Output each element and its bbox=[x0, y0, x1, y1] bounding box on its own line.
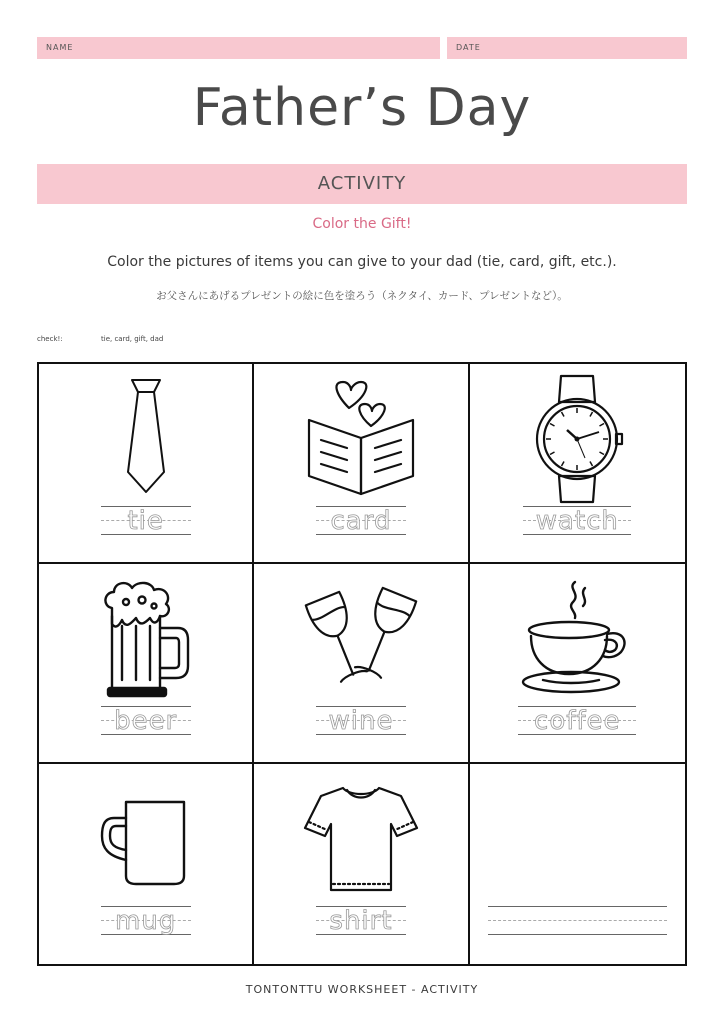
trace-word: wine bbox=[328, 706, 394, 736]
page-title: Father’s Day bbox=[192, 78, 532, 138]
coffee-cup-icon bbox=[519, 578, 635, 696]
cell-mug[interactable] bbox=[39, 764, 254, 964]
trace-word: watch bbox=[535, 506, 619, 536]
trace-word: coffee bbox=[534, 706, 621, 736]
trace-word: beer bbox=[114, 706, 178, 736]
trace-word: mug bbox=[115, 906, 177, 936]
trace-word: card bbox=[330, 506, 392, 536]
date-label: DATE bbox=[456, 43, 481, 52]
activity-banner bbox=[37, 164, 687, 204]
cell-watch[interactable] bbox=[470, 364, 685, 564]
trace-word-box bbox=[518, 704, 636, 738]
necktie-icon bbox=[116, 376, 176, 496]
trace-word-box bbox=[101, 504, 191, 538]
mug-icon bbox=[98, 796, 194, 890]
t-shirt-icon bbox=[301, 782, 421, 894]
subtitle: Color the Gift! bbox=[312, 216, 412, 232]
cell-coffee[interactable] bbox=[470, 564, 685, 764]
instruction-english: Color the pictures of items you can give to your dad (tie, card, gift, etc.). bbox=[107, 254, 617, 270]
blank-writing-lines[interactable] bbox=[488, 904, 667, 938]
trace-word: shirt bbox=[329, 906, 393, 936]
beer-mug-icon bbox=[98, 578, 194, 700]
footer: TONTONTTU WORKSHEET - ACTIVITY bbox=[245, 983, 479, 996]
cell-wine[interactable] bbox=[254, 564, 469, 764]
name-field[interactable] bbox=[37, 37, 440, 59]
greeting-card-icon bbox=[301, 378, 421, 496]
worksheet-grid bbox=[37, 362, 687, 966]
wine-glasses-icon bbox=[296, 582, 426, 698]
date-field[interactable] bbox=[447, 37, 687, 59]
trace-word-box bbox=[101, 704, 191, 738]
cell-tie[interactable] bbox=[39, 364, 254, 564]
cell-beer[interactable] bbox=[39, 564, 254, 764]
trace-word-box bbox=[523, 504, 631, 538]
wristwatch-icon bbox=[527, 372, 627, 506]
instruction-japanese: お父さんにあげるプレゼントの絵に色を塗ろう（ネクタイ、カード、プレゼントなど）。 bbox=[156, 290, 568, 302]
cell-shirt[interactable] bbox=[254, 764, 469, 964]
trace-word: tie bbox=[127, 506, 164, 536]
check-label: check!: bbox=[37, 335, 63, 343]
trace-word-box bbox=[316, 704, 406, 738]
trace-word-box bbox=[101, 904, 191, 938]
trace-word-box bbox=[316, 504, 406, 538]
trace-word-box bbox=[316, 904, 406, 938]
activity-label: ACTIVITY bbox=[317, 173, 407, 194]
check-words: tie, card, gift, dad bbox=[101, 335, 164, 343]
cell-card[interactable] bbox=[254, 364, 469, 564]
cell-blank[interactable] bbox=[470, 764, 685, 964]
name-label: NAME bbox=[46, 43, 74, 52]
